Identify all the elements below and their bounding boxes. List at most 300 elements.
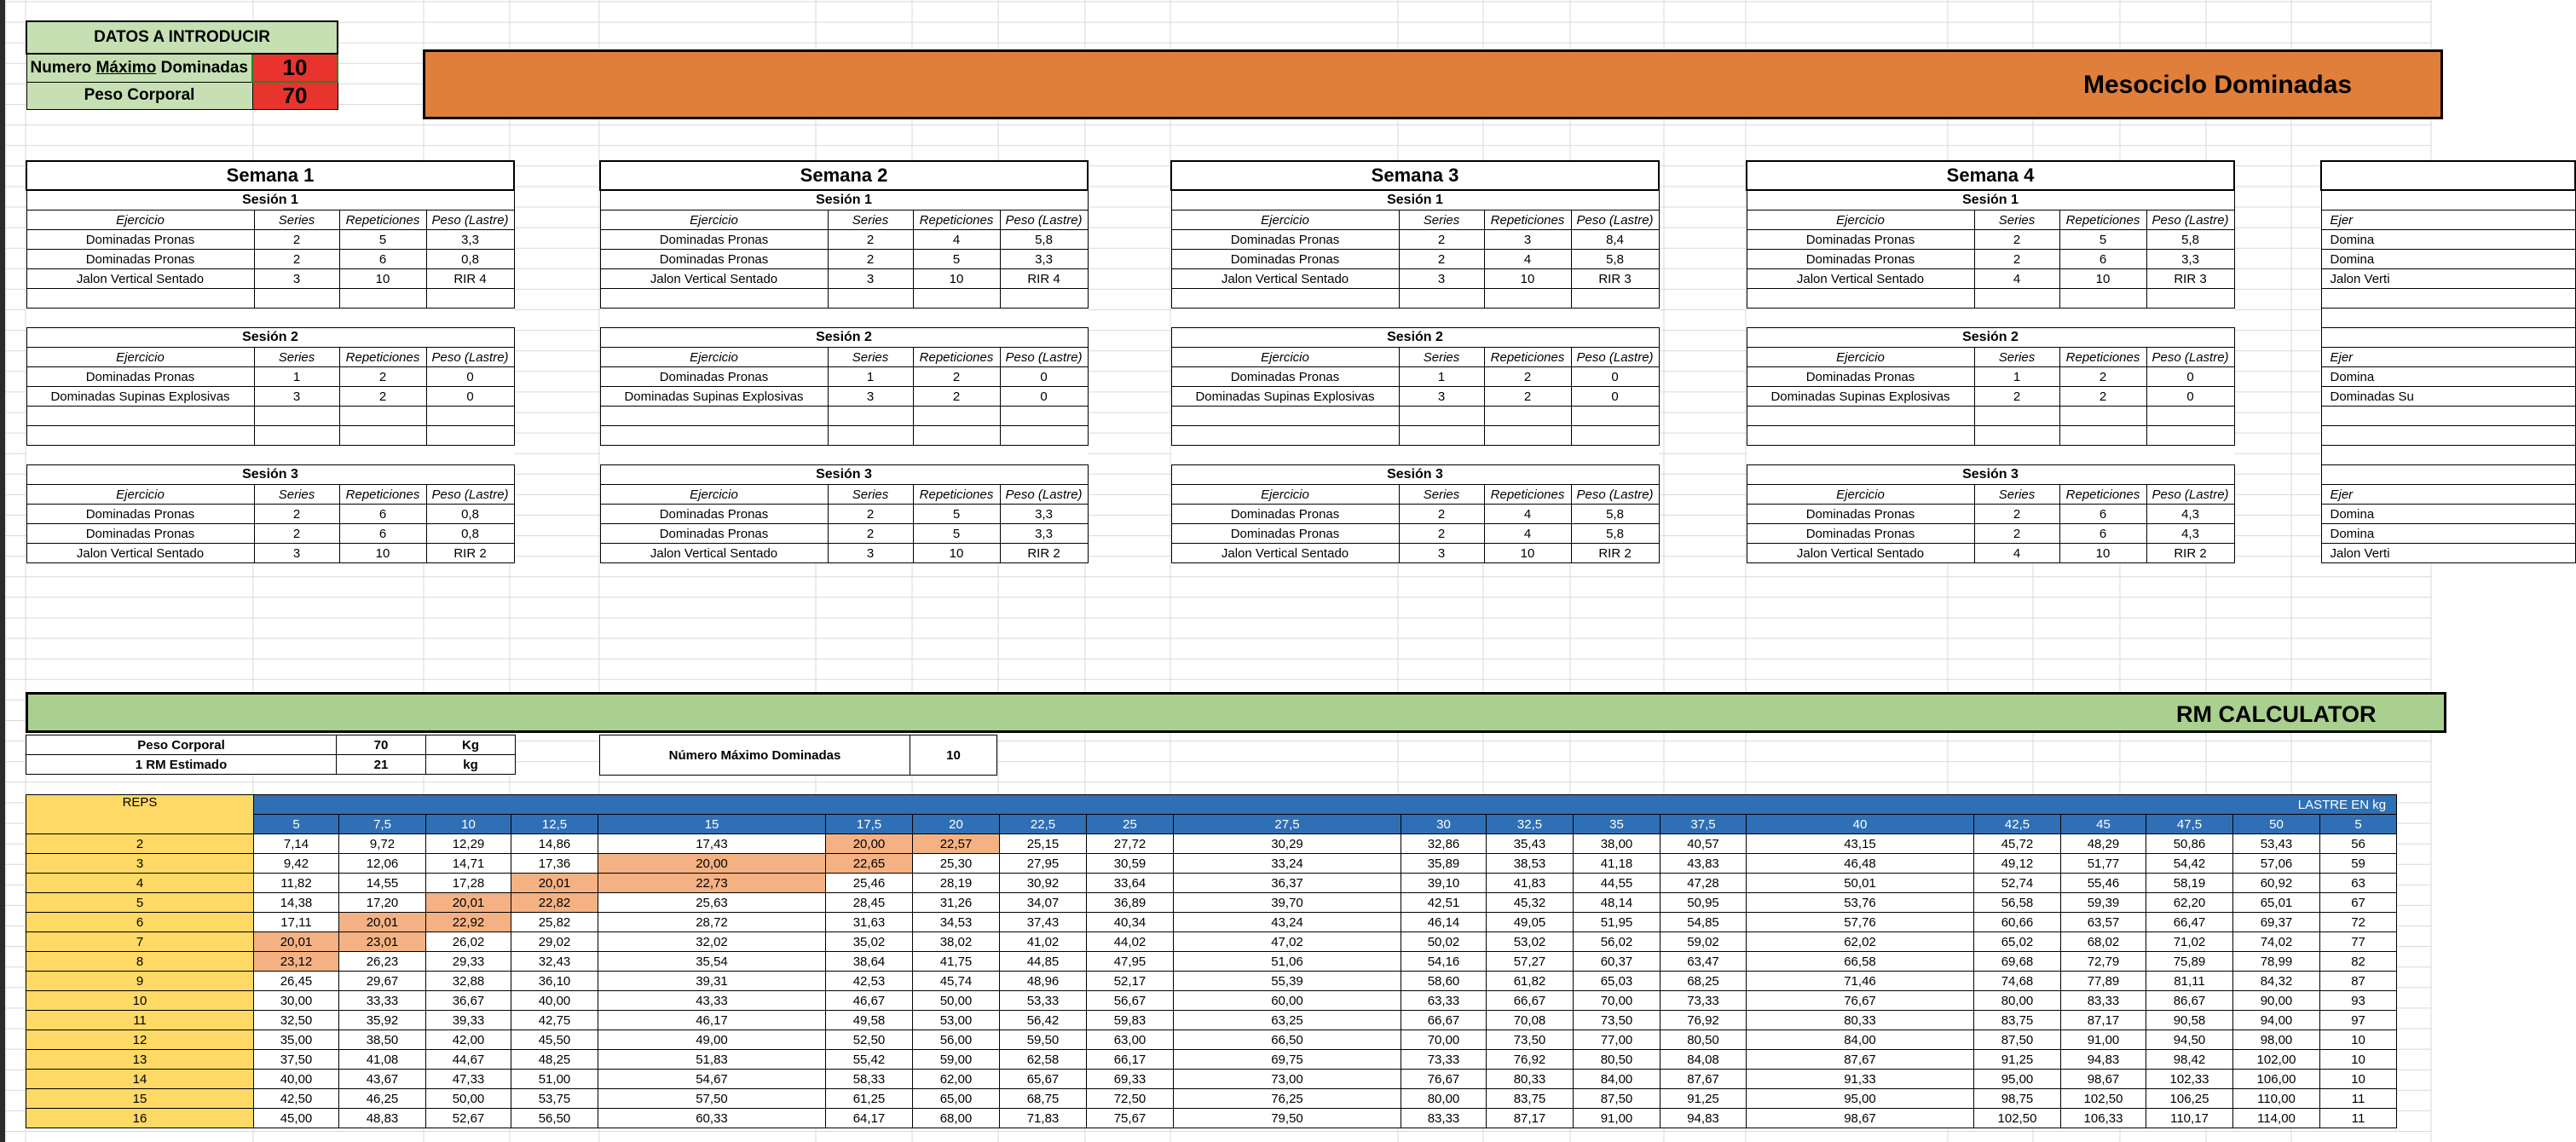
rm-value-cell[interactable]: 66,47 <box>2146 913 2233 932</box>
rm-value-cell[interactable]: 54,67 <box>598 1070 826 1089</box>
rm-value-cell[interactable]: 87,17 <box>1487 1109 1574 1128</box>
rm-value-cell[interactable]: 62,58 <box>1000 1050 1087 1070</box>
rm-value-cell[interactable]: 49,12 <box>1974 854 2061 874</box>
rm-value-cell[interactable]: 34,07 <box>1000 893 1087 913</box>
rm-value-cell[interactable]: 61,82 <box>1487 972 1574 991</box>
max-pullups-input[interactable]: 10 <box>252 54 338 82</box>
rm-value-cell[interactable]: 27,95 <box>1000 854 1087 874</box>
reps-cell[interactable]: 7 <box>26 932 254 952</box>
rm-value-cell[interactable]: 63,25 <box>1174 1011 1401 1030</box>
rm-value-cell[interactable]: 63,57 <box>2061 913 2146 932</box>
rm-value-cell[interactable]: 59,39 <box>2061 893 2146 913</box>
rm-value-cell[interactable]: 86,67 <box>2146 991 2233 1011</box>
exercise-cell[interactable]: 0 <box>1571 367 1659 387</box>
exercise-cell[interactable] <box>1747 289 1974 309</box>
rm-value-cell[interactable]: 35,54 <box>598 952 826 972</box>
rm-value-cell[interactable]: 35,43 <box>1487 834 1574 854</box>
rm-value-cell[interactable]: 37,50 <box>254 1050 339 1070</box>
exercise-cell[interactable]: Dominadas Pronas <box>600 505 828 524</box>
exercise-cell[interactable]: Dominadas Pronas <box>1171 505 1399 524</box>
rm-value-cell[interactable]: 45,72 <box>1974 834 2061 854</box>
rm-value-cell[interactable]: 68,25 <box>1661 972 1747 991</box>
rm-value-cell[interactable]: 94,83 <box>1661 1109 1747 1128</box>
reps-cell[interactable]: 4 <box>26 874 254 893</box>
exercise-cell[interactable]: Jalon Vertical Sentado <box>1747 544 1974 563</box>
rm-value-cell[interactable]: 40,34 <box>1087 913 1174 932</box>
rm-value-cell[interactable]: 97 <box>2320 1011 2397 1030</box>
rm-value-cell[interactable]: 41,18 <box>1574 854 1661 874</box>
exercise-cell[interactable]: 10 <box>1484 269 1571 289</box>
rm-value-cell[interactable]: 56,42 <box>1000 1011 1087 1030</box>
reps-cell[interactable]: 10 <box>26 991 254 1011</box>
exercise-cell[interactable]: Dominadas Pronas <box>26 524 254 544</box>
exercise-cell[interactable] <box>2059 426 2146 446</box>
rm-value-cell[interactable]: 40,00 <box>254 1070 339 1089</box>
exercise-cell[interactable]: 6 <box>2059 250 2146 269</box>
rm-value-cell[interactable]: 83,75 <box>1487 1089 1574 1109</box>
rm-value-cell[interactable]: 58,60 <box>1401 972 1487 991</box>
rm-value-cell[interactable]: 45,00 <box>254 1109 339 1128</box>
rm-value-cell[interactable]: 25,63 <box>598 893 826 913</box>
exercise-cell[interactable] <box>913 289 1000 309</box>
rm-value-cell[interactable]: 60,92 <box>2233 874 2320 893</box>
exercise-cell[interactable]: 5 <box>913 250 1000 269</box>
rm-value-cell[interactable]: 36,67 <box>426 991 511 1011</box>
exercise-cell[interactable] <box>1974 426 2059 446</box>
rm-value-cell[interactable]: 41,02 <box>1000 932 1087 952</box>
exercise-cell[interactable] <box>26 426 254 446</box>
exercise-cell[interactable]: 5,8 <box>1571 505 1659 524</box>
exercise-cell[interactable]: 0 <box>2146 387 2234 407</box>
rm-value-cell[interactable]: 90,58 <box>2146 1011 2233 1030</box>
rm-value-cell[interactable]: 57,06 <box>2233 854 2320 874</box>
exercise-cell[interactable]: 3 <box>254 387 339 407</box>
rm-value-cell[interactable]: 66,17 <box>1087 1050 1174 1070</box>
rm-value-cell[interactable]: 102,50 <box>1974 1109 2061 1128</box>
rm-value-cell[interactable]: 76,67 <box>1747 991 1974 1011</box>
rm-value-cell[interactable]: 42,53 <box>826 972 913 991</box>
exercise-cell[interactable]: 2 <box>1399 250 1484 269</box>
exercise-cell[interactable] <box>1399 289 1484 309</box>
rm-value-cell[interactable]: 53,02 <box>1487 932 1574 952</box>
exercise-cell[interactable]: Dominadas Pronas <box>1171 524 1399 544</box>
rm-value-cell[interactable]: 38,50 <box>339 1030 426 1050</box>
exercise-cell[interactable]: 2 <box>1399 505 1484 524</box>
exercise-cell[interactable]: 3 <box>1399 544 1484 563</box>
rm-value-cell[interactable]: 35,02 <box>826 932 913 952</box>
exercise-cell[interactable]: Dominadas Pronas <box>26 250 254 269</box>
rm-value-cell[interactable]: 39,33 <box>426 1011 511 1030</box>
reps-cell[interactable]: 9 <box>26 972 254 991</box>
exercise-cell[interactable]: 4 <box>1484 505 1571 524</box>
exercise-cell[interactable]: Jalon Vertical Sentado <box>1171 269 1399 289</box>
rm-value-cell[interactable]: 59,83 <box>1087 1011 1174 1030</box>
rm-value-cell[interactable]: 32,02 <box>598 932 826 952</box>
exercise-cell[interactable]: 0 <box>1000 387 1088 407</box>
rm-value-cell[interactable]: 65,67 <box>1000 1070 1087 1089</box>
exercise-cell[interactable]: 0,8 <box>426 505 514 524</box>
rm-value-cell[interactable]: 12,06 <box>339 854 426 874</box>
rm-value-cell[interactable]: 58,19 <box>2146 874 2233 893</box>
exercise-cell[interactable] <box>1484 407 1571 426</box>
rm-value-cell[interactable]: 26,45 <box>254 972 339 991</box>
rm-value-cell[interactable]: 44,85 <box>1000 952 1087 972</box>
rm-value-cell[interactable]: 38,00 <box>1574 834 1661 854</box>
rm-value-cell[interactable]: 49,05 <box>1487 913 1574 932</box>
rm-value-cell[interactable]: 41,75 <box>913 952 1000 972</box>
rm-value-cell[interactable]: 50,00 <box>426 1089 511 1109</box>
rm-value-cell[interactable]: 69,37 <box>2233 913 2320 932</box>
rm-value-cell[interactable]: 66,67 <box>1487 991 1574 1011</box>
rm-value-cell[interactable]: 71,46 <box>1747 972 1974 991</box>
rm-value-cell[interactable]: 12,29 <box>426 834 511 854</box>
exercise-cell[interactable] <box>426 289 514 309</box>
exercise-cell[interactable]: Dominadas Pronas <box>26 230 254 250</box>
exercise-cell[interactable] <box>913 407 1000 426</box>
rm-value-cell[interactable]: 114,00 <box>2233 1109 2320 1128</box>
exercise-cell[interactable] <box>426 426 514 446</box>
exercise-cell[interactable]: 0,8 <box>426 524 514 544</box>
rm-value-cell[interactable]: 51,83 <box>598 1050 826 1070</box>
rm-value-cell[interactable]: 56,58 <box>1974 893 2061 913</box>
rm-value-cell[interactable]: 45,74 <box>913 972 1000 991</box>
exercise-cell[interactable]: 0 <box>426 387 514 407</box>
rm-value-cell[interactable]: 73,50 <box>1574 1011 1661 1030</box>
rm-value-cell[interactable]: 43,33 <box>598 991 826 1011</box>
rm-value-cell[interactable]: 35,92 <box>339 1011 426 1030</box>
exercise-cell[interactable]: 2 <box>1974 387 2059 407</box>
exercise-cell[interactable]: 1 <box>828 367 913 387</box>
exercise-cell[interactable] <box>339 426 426 446</box>
exercise-cell[interactable]: Jalon Verti <box>2321 544 2575 563</box>
rm-value-cell[interactable]: 87,50 <box>1974 1030 2061 1050</box>
rm-value-cell[interactable]: 60,37 <box>1574 952 1661 972</box>
reps-cell[interactable]: 16 <box>26 1109 254 1128</box>
rm-value-cell[interactable]: 75,67 <box>1087 1109 1174 1128</box>
rm-value-cell[interactable]: 83,75 <box>1974 1011 2061 1030</box>
rm-value-cell[interactable]: 95,00 <box>1747 1089 1974 1109</box>
rm-value-cell[interactable]: 65,02 <box>1974 932 2061 952</box>
reps-cell[interactable]: 3 <box>26 854 254 874</box>
rm-value-cell[interactable]: 73,50 <box>1487 1030 1574 1050</box>
rm-value-cell[interactable]: 56,67 <box>1087 991 1174 1011</box>
rm-value-cell[interactable]: 70,08 <box>1487 1011 1574 1030</box>
rm-value-cell[interactable]: 20,00 <box>598 854 826 874</box>
rm-value-cell[interactable]: 45,50 <box>511 1030 598 1050</box>
rm-value-cell[interactable]: 43,15 <box>1747 834 1974 854</box>
rm-value-cell[interactable]: 83,33 <box>1401 1109 1487 1128</box>
exercise-cell[interactable]: Domina <box>2321 367 2575 387</box>
exercise-cell[interactable]: 5 <box>913 505 1000 524</box>
rm-value-cell[interactable]: 56,02 <box>1574 932 1661 952</box>
rm-value-cell[interactable]: 102,00 <box>2233 1050 2320 1070</box>
rm-value-cell[interactable]: 23,12 <box>254 952 339 972</box>
rm-value-cell[interactable]: 17,36 <box>511 854 598 874</box>
rm-value-cell[interactable]: 52,67 <box>426 1109 511 1128</box>
exercise-cell[interactable]: 6 <box>2059 505 2146 524</box>
exercise-cell[interactable]: 5,8 <box>2146 230 2234 250</box>
rm-value-cell[interactable]: 51,95 <box>1574 913 1661 932</box>
rm-value-cell[interactable]: 20,01 <box>426 893 511 913</box>
rm-value-cell[interactable]: 28,19 <box>913 874 1000 893</box>
exercise-cell[interactable] <box>1171 289 1399 309</box>
exercise-cell[interactable]: Dominadas Pronas <box>1747 524 1974 544</box>
rm-value-cell[interactable]: 84,32 <box>2233 972 2320 991</box>
rm-value-cell[interactable]: 30,29 <box>1174 834 1401 854</box>
exercise-cell[interactable] <box>1747 426 1974 446</box>
exercise-cell[interactable] <box>913 426 1000 446</box>
rm-value-cell[interactable]: 55,46 <box>2061 874 2146 893</box>
rm-value-cell[interactable]: 59,00 <box>913 1050 1000 1070</box>
exercise-cell[interactable]: 1 <box>1399 367 1484 387</box>
exercise-cell[interactable]: 2 <box>254 250 339 269</box>
exercise-cell[interactable]: Dominadas Pronas <box>1171 230 1399 250</box>
rm-value-cell[interactable]: 50,01 <box>1747 874 1974 893</box>
rm-value-cell[interactable]: 25,82 <box>511 913 598 932</box>
exercise-cell[interactable]: RIR 3 <box>2146 269 2234 289</box>
rm-value-cell[interactable]: 44,67 <box>426 1050 511 1070</box>
rm-value-cell[interactable]: 46,48 <box>1747 854 1974 874</box>
exercise-cell[interactable]: 4 <box>913 230 1000 250</box>
exercise-cell[interactable]: Dominadas Supinas Explosivas <box>1171 387 1399 407</box>
exercise-cell[interactable]: 2 <box>254 230 339 250</box>
exercise-cell[interactable]: 2 <box>339 387 426 407</box>
exercise-cell[interactable] <box>2059 289 2146 309</box>
exercise-cell[interactable]: Dominadas Supinas Explosivas <box>600 387 828 407</box>
rm-value-cell[interactable]: 46,25 <box>339 1089 426 1109</box>
rm-value-cell[interactable]: 76,92 <box>1661 1011 1747 1030</box>
reps-cell[interactable]: 11 <box>26 1011 254 1030</box>
rm-value-cell[interactable]: 31,26 <box>913 893 1000 913</box>
rm-value-cell[interactable]: 37,43 <box>1000 913 1087 932</box>
exercise-cell[interactable]: Jalon Vertical Sentado <box>1171 544 1399 563</box>
exercise-cell[interactable]: 6 <box>339 524 426 544</box>
rm-value-cell[interactable]: 55,39 <box>1174 972 1401 991</box>
rm-value-cell[interactable]: 84,00 <box>1747 1030 1974 1050</box>
exercise-cell[interactable]: 5 <box>339 230 426 250</box>
rm-value-cell[interactable]: 87 <box>2320 972 2397 991</box>
exercise-cell[interactable]: 3 <box>828 387 913 407</box>
rm-value-cell[interactable]: 25,46 <box>826 874 913 893</box>
rm-value-cell[interactable]: 54,85 <box>1661 913 1747 932</box>
exercise-cell[interactable]: 5,8 <box>1000 230 1088 250</box>
rm-value-cell[interactable]: 87,67 <box>1661 1070 1747 1089</box>
exercise-cell[interactable]: 3 <box>1399 387 1484 407</box>
exercise-cell[interactable] <box>254 289 339 309</box>
exercise-cell[interactable]: 3 <box>828 269 913 289</box>
exercise-cell[interactable]: Domina <box>2321 505 2575 524</box>
exercise-cell[interactable]: 6 <box>339 250 426 269</box>
exercise-cell[interactable] <box>2146 289 2234 309</box>
exercise-cell[interactable] <box>2146 407 2234 426</box>
exercise-cell[interactable]: Domina <box>2321 250 2575 269</box>
exercise-cell[interactable]: 0,8 <box>426 250 514 269</box>
rm-value-cell[interactable]: 10 <box>2320 1050 2397 1070</box>
rm-value-cell[interactable]: 69,68 <box>1974 952 2061 972</box>
rm-value-cell[interactable]: 52,50 <box>826 1030 913 1050</box>
exercise-cell[interactable] <box>26 289 254 309</box>
exercise-cell[interactable] <box>1171 426 1399 446</box>
rm-value-cell[interactable]: 51,00 <box>511 1070 598 1089</box>
exercise-cell[interactable] <box>828 407 913 426</box>
exercise-cell[interactable] <box>600 426 828 446</box>
rm-value-cell[interactable]: 102,33 <box>2146 1070 2233 1089</box>
rm-value-cell[interactable]: 76,67 <box>1401 1070 1487 1089</box>
exercise-cell[interactable] <box>1571 426 1659 446</box>
rm-value-cell[interactable]: 56,00 <box>913 1030 1000 1050</box>
exercise-cell[interactable]: 0 <box>1000 367 1088 387</box>
exercise-cell[interactable] <box>2321 407 2575 426</box>
rm-value-cell[interactable]: 17,28 <box>426 874 511 893</box>
rm-value-cell[interactable]: 61,25 <box>826 1089 913 1109</box>
rm-value-cell[interactable]: 29,02 <box>511 932 598 952</box>
rm-value-cell[interactable]: 38,53 <box>1487 854 1574 874</box>
rm-value-cell[interactable]: 14,55 <box>339 874 426 893</box>
exercise-cell[interactable]: 2 <box>254 505 339 524</box>
rm-value-cell[interactable]: 74,02 <box>2233 932 2320 952</box>
rm-value-cell[interactable]: 42,50 <box>254 1089 339 1109</box>
rm-value-cell[interactable]: 106,33 <box>2061 1109 2146 1128</box>
rm-value-cell[interactable]: 80,00 <box>1974 991 2061 1011</box>
rm-value-cell[interactable]: 91,00 <box>1574 1109 1661 1128</box>
rm-value-cell[interactable]: 80,33 <box>1747 1011 1974 1030</box>
rm-value-cell[interactable]: 44,02 <box>1087 932 1174 952</box>
rm-value-cell[interactable]: 51,77 <box>2061 854 2146 874</box>
rm-value-cell[interactable]: 47,02 <box>1174 932 1401 952</box>
rm-value-cell[interactable]: 91,25 <box>1974 1050 2061 1070</box>
exercise-cell[interactable]: 2 <box>1974 524 2059 544</box>
rm-value-cell[interactable]: 43,83 <box>1661 854 1747 874</box>
exercise-cell[interactable]: 3 <box>254 544 339 563</box>
rm-value-cell[interactable]: 48,96 <box>1000 972 1087 991</box>
rm-value-cell[interactable]: 80,00 <box>1401 1089 1487 1109</box>
rm-value-cell[interactable]: 69,33 <box>1087 1070 1174 1089</box>
rm-value-cell[interactable]: 91,25 <box>1661 1089 1747 1109</box>
exercise-cell[interactable]: 2 <box>339 367 426 387</box>
rm-value-cell[interactable]: 7,14 <box>254 834 339 854</box>
rm-value-cell[interactable]: 32,50 <box>254 1011 339 1030</box>
rm-value-cell[interactable]: 50,95 <box>1661 893 1747 913</box>
rm-value-cell[interactable]: 68,00 <box>913 1109 1000 1128</box>
exercise-cell[interactable]: 1 <box>254 367 339 387</box>
exercise-cell[interactable]: 2 <box>1974 250 2059 269</box>
exercise-cell[interactable]: RIR 4 <box>426 269 514 289</box>
rm-value-cell[interactable]: 84,08 <box>1661 1050 1747 1070</box>
exercise-cell[interactable]: 10 <box>1484 544 1571 563</box>
exercise-cell[interactable]: Dominadas Pronas <box>600 230 828 250</box>
rm-value-cell[interactable]: 66,50 <box>1174 1030 1401 1050</box>
reps-cell[interactable]: 6 <box>26 913 254 932</box>
rm-value-cell[interactable]: 30,92 <box>1000 874 1087 893</box>
reps-cell[interactable]: 14 <box>26 1070 254 1089</box>
rm-value-cell[interactable]: 36,89 <box>1087 893 1174 913</box>
exercise-cell[interactable]: 0 <box>426 367 514 387</box>
rm-value-cell[interactable]: 29,67 <box>339 972 426 991</box>
exercise-cell[interactable]: 2 <box>1484 387 1571 407</box>
rm-value-cell[interactable]: 41,08 <box>339 1050 426 1070</box>
exercise-cell[interactable]: Jalon Vertical Sentado <box>600 544 828 563</box>
rm-value-cell[interactable]: 32,86 <box>1401 834 1487 854</box>
exercise-cell[interactable]: Dominadas Pronas <box>26 505 254 524</box>
exercise-cell[interactable]: 3,3 <box>1000 250 1088 269</box>
rm-value-cell[interactable]: 44,55 <box>1574 874 1661 893</box>
rm-value-cell[interactable]: 32,43 <box>511 952 598 972</box>
rm-value-cell[interactable]: 9,42 <box>254 854 339 874</box>
exercise-cell[interactable]: 2 <box>254 524 339 544</box>
rm-value-cell[interactable]: 9,72 <box>339 834 426 854</box>
rm-value-cell[interactable]: 106,00 <box>2233 1070 2320 1089</box>
rm-value-cell[interactable]: 87,50 <box>1574 1089 1661 1109</box>
rm-value-cell[interactable]: 95,00 <box>1974 1070 2061 1089</box>
exercise-cell[interactable]: 2 <box>828 230 913 250</box>
rm-value-cell[interactable]: 63,00 <box>1087 1030 1174 1050</box>
rm-value-cell[interactable]: 84,00 <box>1574 1070 1661 1089</box>
exercise-cell[interactable]: Jalon Vertical Sentado <box>600 269 828 289</box>
rm-value-cell[interactable]: 22,57 <box>913 834 1000 854</box>
reps-cell[interactable]: 5 <box>26 893 254 913</box>
exercise-cell[interactable]: 10 <box>339 269 426 289</box>
rm-value-cell[interactable]: 98,00 <box>2233 1030 2320 1050</box>
rm-value-cell[interactable]: 20,01 <box>339 913 426 932</box>
rm-value-cell[interactable]: 59,02 <box>1661 932 1747 952</box>
exercise-cell[interactable] <box>1399 407 1484 426</box>
rm-value-cell[interactable]: 90,00 <box>2233 991 2320 1011</box>
exercise-cell[interactable]: Dominadas Pronas <box>1171 250 1399 269</box>
exercise-cell[interactable]: 3,3 <box>2146 250 2234 269</box>
rm-value-cell[interactable]: 39,31 <box>598 972 826 991</box>
rm-value-cell[interactable]: 65,01 <box>2233 893 2320 913</box>
rm-value-cell[interactable]: 38,02 <box>913 932 1000 952</box>
rm-value-cell[interactable]: 53,75 <box>511 1089 598 1109</box>
exercise-cell[interactable]: 10 <box>913 544 1000 563</box>
rm-value-cell[interactable]: 74,68 <box>1974 972 2061 991</box>
exercise-cell[interactable]: 4 <box>1484 524 1571 544</box>
rm-value-cell[interactable]: 94,50 <box>2146 1030 2233 1050</box>
exercise-cell[interactable] <box>2321 289 2575 309</box>
rm-value-cell[interactable]: 47,33 <box>426 1070 511 1089</box>
exercise-cell[interactable] <box>1747 407 1974 426</box>
exercise-cell[interactable] <box>1484 289 1571 309</box>
rm-value-cell[interactable]: 71,02 <box>2146 932 2233 952</box>
rm-value-cell[interactable]: 91,33 <box>1747 1070 1974 1089</box>
rm-value-cell[interactable]: 73,33 <box>1401 1050 1487 1070</box>
rm-value-cell[interactable]: 87,17 <box>2061 1011 2146 1030</box>
rm-value-cell[interactable]: 48,14 <box>1574 893 1661 913</box>
rm-value-cell[interactable]: 43,67 <box>339 1070 426 1089</box>
exercise-cell[interactable] <box>1571 289 1659 309</box>
rm-value-cell[interactable]: 57,50 <box>598 1089 826 1109</box>
rm-value-cell[interactable]: 79,50 <box>1174 1109 1401 1128</box>
rm-value-cell[interactable]: 59 <box>2320 854 2397 874</box>
rm-value-cell[interactable]: 10 <box>2320 1030 2397 1050</box>
rm-value-cell[interactable]: 102,50 <box>2061 1089 2146 1109</box>
exercise-cell[interactable]: Dominadas Pronas <box>1747 505 1974 524</box>
exercise-cell[interactable]: Dominadas Pronas <box>1747 250 1974 269</box>
rm-value-cell[interactable]: 30,59 <box>1087 854 1174 874</box>
exercise-cell[interactable]: 4 <box>1974 269 2059 289</box>
reps-cell[interactable]: 15 <box>26 1089 254 1109</box>
exercise-cell[interactable]: 5,8 <box>1571 524 1659 544</box>
exercise-cell[interactable]: 1 <box>1974 367 2059 387</box>
rm-value-cell[interactable]: 11 <box>2320 1109 2397 1128</box>
rm-value-cell[interactable]: 53,33 <box>1000 991 1087 1011</box>
rm-value-cell[interactable]: 55,42 <box>826 1050 913 1070</box>
rm-value-cell[interactable]: 87,67 <box>1747 1050 1974 1070</box>
rm-value-cell[interactable]: 54,42 <box>2146 854 2233 874</box>
rm-value-cell[interactable]: 91,00 <box>2061 1030 2146 1050</box>
rm-value-cell[interactable]: 33,33 <box>339 991 426 1011</box>
exercise-cell[interactable]: Dominadas Pronas <box>26 367 254 387</box>
